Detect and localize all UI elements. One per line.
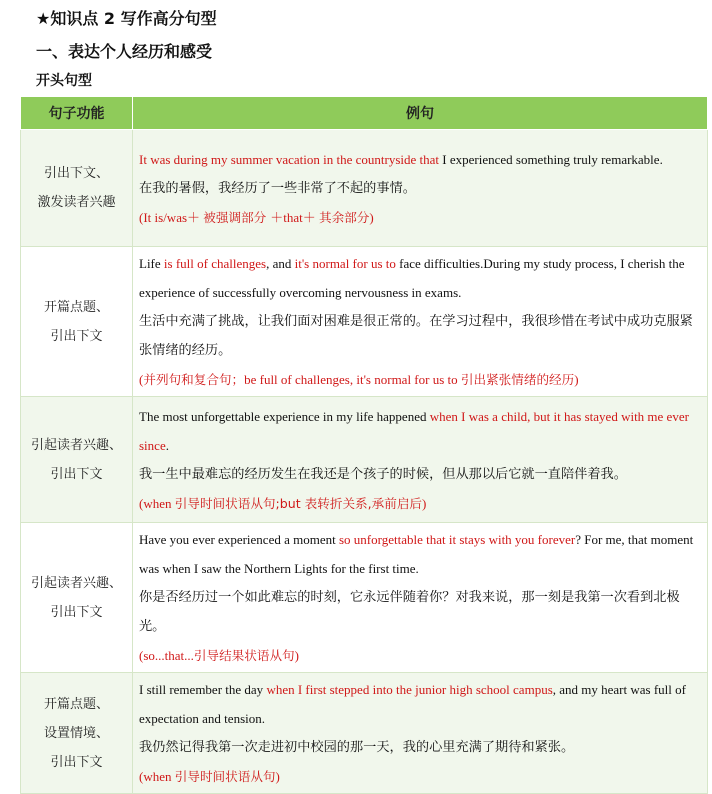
function-label: 引出下文 xyxy=(50,604,103,620)
example-cell xyxy=(133,673,708,794)
sentence-text: I still remember the day xyxy=(139,682,267,697)
grammar-note-part: 其余部分 xyxy=(319,209,370,225)
sentence-text: Life xyxy=(139,256,164,271)
sentence-pattern-table xyxy=(20,96,708,794)
grammar-note xyxy=(139,762,699,791)
sentence-function-cell xyxy=(21,247,133,397)
grammar-note-part: 引导结果状语从句 xyxy=(193,648,295,663)
grammar-note-part: ( xyxy=(139,372,144,387)
chinese-translation: 你是否经历过一个如此难忘的时刻，它永远伴随着你？对我来说，那一刻是我第一次看到北极光。 xyxy=(139,590,680,634)
english-example xyxy=(139,249,699,307)
function-label: 引出下文 xyxy=(50,466,103,482)
sentence-function-cell xyxy=(21,397,133,523)
grammar-note xyxy=(139,365,699,394)
header-example: 例句 xyxy=(133,97,708,130)
section-heading: 一、表达个人经历和感受 xyxy=(36,42,213,61)
sentence-text: face difficulties.During my study process, I cherish the experience of successfully overcoming nervousness in exams. xyxy=(139,256,685,300)
highlighted-phrase: so unforgettable that it stays with you forever xyxy=(338,532,576,547)
highlighted-phrase: when I was a child, but it has stayed with me ever since xyxy=(139,408,689,453)
sentence-function-cell xyxy=(21,673,133,794)
chinese-translation: 我一生中最难忘的经历发生在我还是个孩子的时候，但从那以后它就一直陪伴着我。 xyxy=(139,466,627,482)
grammar-note-part: 引导时间状语从句;but xyxy=(174,495,305,511)
highlighted-phrase: when I first stepped into the junior high school campus xyxy=(266,682,553,697)
subsection-heading: 开头句型 xyxy=(36,73,92,89)
example-cell xyxy=(133,247,708,397)
grammar-note-part: 引导时间状语从句 xyxy=(174,769,276,784)
grammar-note-part: be full of challenges, it's normal for us to xyxy=(244,372,461,387)
table-row xyxy=(21,673,708,794)
function-label: 引起读者兴趣、 xyxy=(30,575,122,591)
sentence-text: I experienced something truly remarkable. xyxy=(439,151,663,167)
example-cell xyxy=(133,130,708,247)
grammar-note-part: 引出紧张情绪的经历 xyxy=(460,372,575,387)
function-label: 引起读者兴趣、 xyxy=(30,437,122,453)
grammar-note-part: ) xyxy=(275,769,280,784)
sentence-text: , and xyxy=(266,256,295,271)
grammar-note-part: 表转折关系,承前启后 xyxy=(304,495,423,511)
grammar-note-part: ) xyxy=(422,495,427,511)
grammar-note-part: (when xyxy=(139,769,175,784)
grammar-note-part: (when xyxy=(139,495,175,511)
function-label: 引出下文 xyxy=(50,754,103,770)
english-example xyxy=(139,402,699,460)
sentence-function-cell xyxy=(21,130,133,247)
grammar-note xyxy=(139,203,699,232)
table-row xyxy=(21,523,708,673)
example-cell xyxy=(133,397,708,523)
grammar-note-part: 并列句和复合句； xyxy=(143,372,245,387)
table-header-row xyxy=(21,97,708,130)
grammar-note-part: (so...that... xyxy=(139,648,194,663)
sentence-function-cell xyxy=(21,523,133,673)
grammar-note xyxy=(139,641,699,670)
sentence-text: . xyxy=(165,437,169,453)
sentence-text: Have you ever experienced a moment xyxy=(139,532,339,547)
highlighted-phrase: It was during my summer vacation in the countryside that xyxy=(139,151,440,167)
english-example xyxy=(139,145,699,174)
sentence-text: , and my heart was full of expectation and tension. xyxy=(139,682,686,726)
grammar-note-part: ) xyxy=(369,209,374,225)
chinese-translation: 我仍然记得我第一次走进初中校园的那一天，我的心里充满了期待和紧张。 xyxy=(139,740,575,755)
header-function: 句子功能 xyxy=(21,97,133,130)
function-label: 引出下文 xyxy=(50,328,103,344)
chinese-translation: 在我的暑假，我经历了一些非常了不起的事情。 xyxy=(139,180,416,196)
example-cell xyxy=(133,523,708,673)
function-label: 引出下文、 xyxy=(43,166,109,181)
sentence-text: ? For me, that moment was when I saw the Northern Lights for the first time. xyxy=(139,532,694,576)
chinese-translation: 生活中充满了挑战，让我们面对困难是很正常的。在学习过程中，我很珍惜在考试中成功克服紧张情绪的经历。 xyxy=(139,314,693,358)
english-example xyxy=(139,525,699,583)
highlighted-phrase: is full of challenges xyxy=(163,256,267,271)
sentence-text: The most unforgettable experience in my life happened xyxy=(139,408,430,424)
function-label: 开篇点题、 xyxy=(43,299,109,315)
grammar-note-part: ＋that＋ xyxy=(270,209,320,225)
function-label: 设置情境、 xyxy=(43,725,109,741)
grammar-note-part: (It is/was＋ xyxy=(139,209,204,225)
grammar-note-part: ) xyxy=(294,648,299,663)
grammar-note-part: ) xyxy=(574,372,579,387)
table-row xyxy=(21,247,708,397)
highlighted-phrase: it's normal for us to xyxy=(294,256,396,271)
knowledge-point-title: ★知识点 2 写作高分句型 xyxy=(36,9,217,28)
grammar-note-part: 被强调部分 xyxy=(203,209,271,225)
function-label: 开篇点题、 xyxy=(43,696,109,712)
table-row xyxy=(21,397,708,523)
grammar-note xyxy=(139,489,699,518)
function-label: 激发读者兴趣 xyxy=(37,195,116,210)
table-row xyxy=(21,130,708,247)
english-example xyxy=(139,675,699,733)
